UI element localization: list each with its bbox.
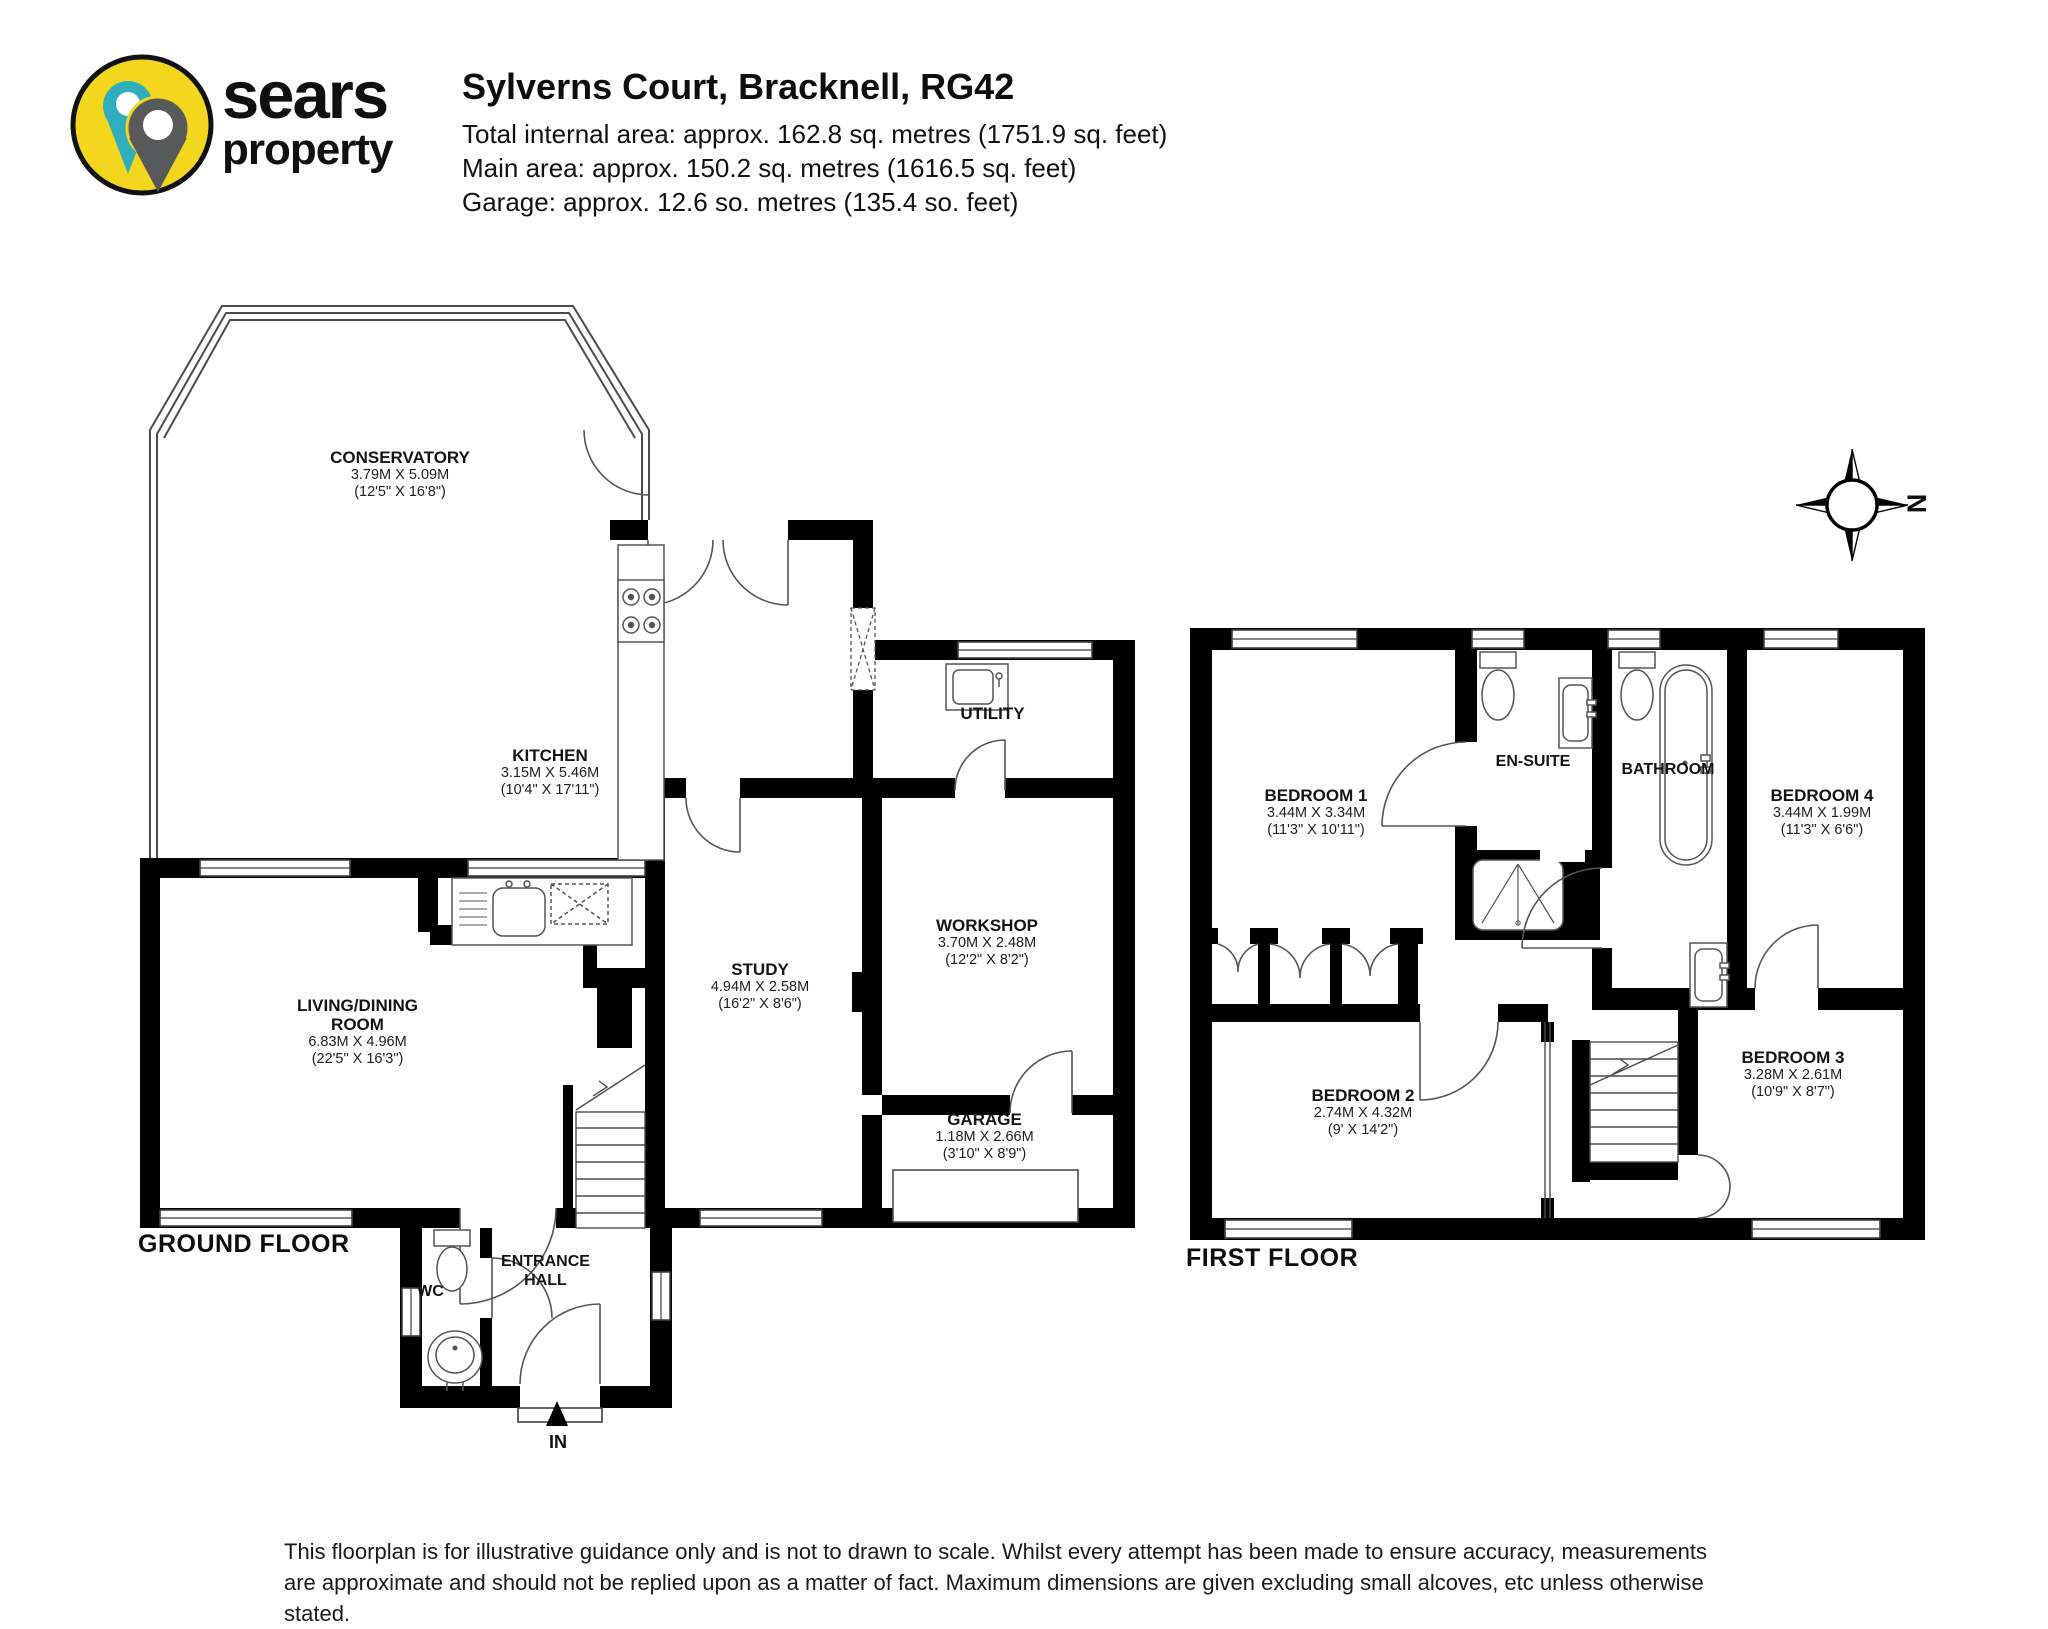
- disclaimer-text: This floorplan is for illustrative guidance only and is not to drawn to scale. Whilst every attempt has been made to ensure accuracy, measurements are approximate and should not be replied upon as a matter of fact. Maximum dimensions are given excluding small alcoves, etc unless otherwise stated.: [284, 1539, 1707, 1626]
- pantry-cupboard-icon: [851, 608, 875, 690]
- ensuite-toilet-icon: [1480, 652, 1516, 720]
- bathroom-basin-icon: [1690, 943, 1729, 1007]
- kitchen-counter-sink-icon: [452, 878, 632, 945]
- room-label-wc: WC: [417, 1283, 444, 1300]
- room-label-ensuite: EN-SUITE: [1495, 753, 1571, 770]
- room-label-bathroom: BATHROOM: [1621, 761, 1715, 778]
- room-label-garage: GARAGE 1.18M X 2.66M (3'10" X 8'9"): [935, 1110, 1034, 1162]
- first-floor-title: FIRST FLOOR: [1186, 1244, 1359, 1272]
- brand-line1: sears: [222, 58, 388, 133]
- page-title: Sylverns Court, Bracknell, RG42: [462, 66, 1015, 107]
- room-label-entrance-hall: ENTRANCE HALL: [501, 1253, 590, 1289]
- room-label-study: STUDY 4.94M X 2.58M (16'2" X 8'6"): [710, 960, 810, 1012]
- garage-area-line: Garage: approx. 12.6 so. metres (135.4 so. feet): [462, 187, 1019, 217]
- ground-floor-title: GROUND FLOOR: [138, 1230, 350, 1258]
- room-label-workshop: WORKSHOP 3.70M X 2.48M (12'2" X 8'2"): [936, 916, 1038, 968]
- room-label-bedroom2: BEDROOM 2 2.74M X 4.32M (9' X 14'2"): [1311, 1086, 1415, 1138]
- room-label-utility: UTILITY: [960, 704, 1025, 723]
- compass-north-letter: N: [1901, 493, 1932, 514]
- ground-stairs: [576, 1065, 645, 1228]
- sears-property-logo-icon: [68, 52, 220, 202]
- room-label-bedroom1: BEDROOM 1 3.44M X 3.34M (11'3" X 10'11"): [1264, 786, 1368, 838]
- header-block: [462, 66, 1167, 219]
- ensuite-basin-icon: [1559, 678, 1596, 748]
- brand-wordmark: [222, 58, 393, 174]
- bathroom-toilet-icon: [1619, 652, 1655, 720]
- hob-icon: [618, 545, 664, 860]
- in-label: IN: [549, 1432, 567, 1452]
- first-walls: [1190, 628, 1925, 1240]
- room-label-kitchen: KITCHEN 3.15M X 5.46M (10'4" X 17'11"): [500, 746, 600, 798]
- room-label-bedroom3: BEDROOM 3 3.28M X 2.61M (10'9" X 8'7"): [1741, 1048, 1845, 1100]
- garage-door-icon: [893, 1170, 1078, 1222]
- first-stairs: [1590, 1042, 1678, 1162]
- room-label-living-dining: LIVING/DINING ROOM 6.83M X 4.96M (22'5" X 16'3"): [297, 996, 418, 1067]
- total-area-line: Total internal area: approx. 162.8 sq. metres (1751.9 sq. feet): [462, 119, 1168, 149]
- first-floor-plan: [1185, 615, 1930, 1247]
- bedroom2-partition: [1545, 1022, 1550, 1218]
- brand-line2: property: [222, 125, 393, 174]
- wc-basin-icon: [428, 1331, 482, 1391]
- room-label-bedroom4: BEDROOM 4 3.44M X 1.99M (11'3" X 6'6"): [1770, 786, 1874, 838]
- main-area-line: Main area: approx. 150.2 sq. metres (1616.5 sq. feet): [462, 153, 1077, 183]
- room-label-conservatory: CONSERVATORY 3.79M X 5.09M (12'5" X 16'8"): [330, 448, 470, 500]
